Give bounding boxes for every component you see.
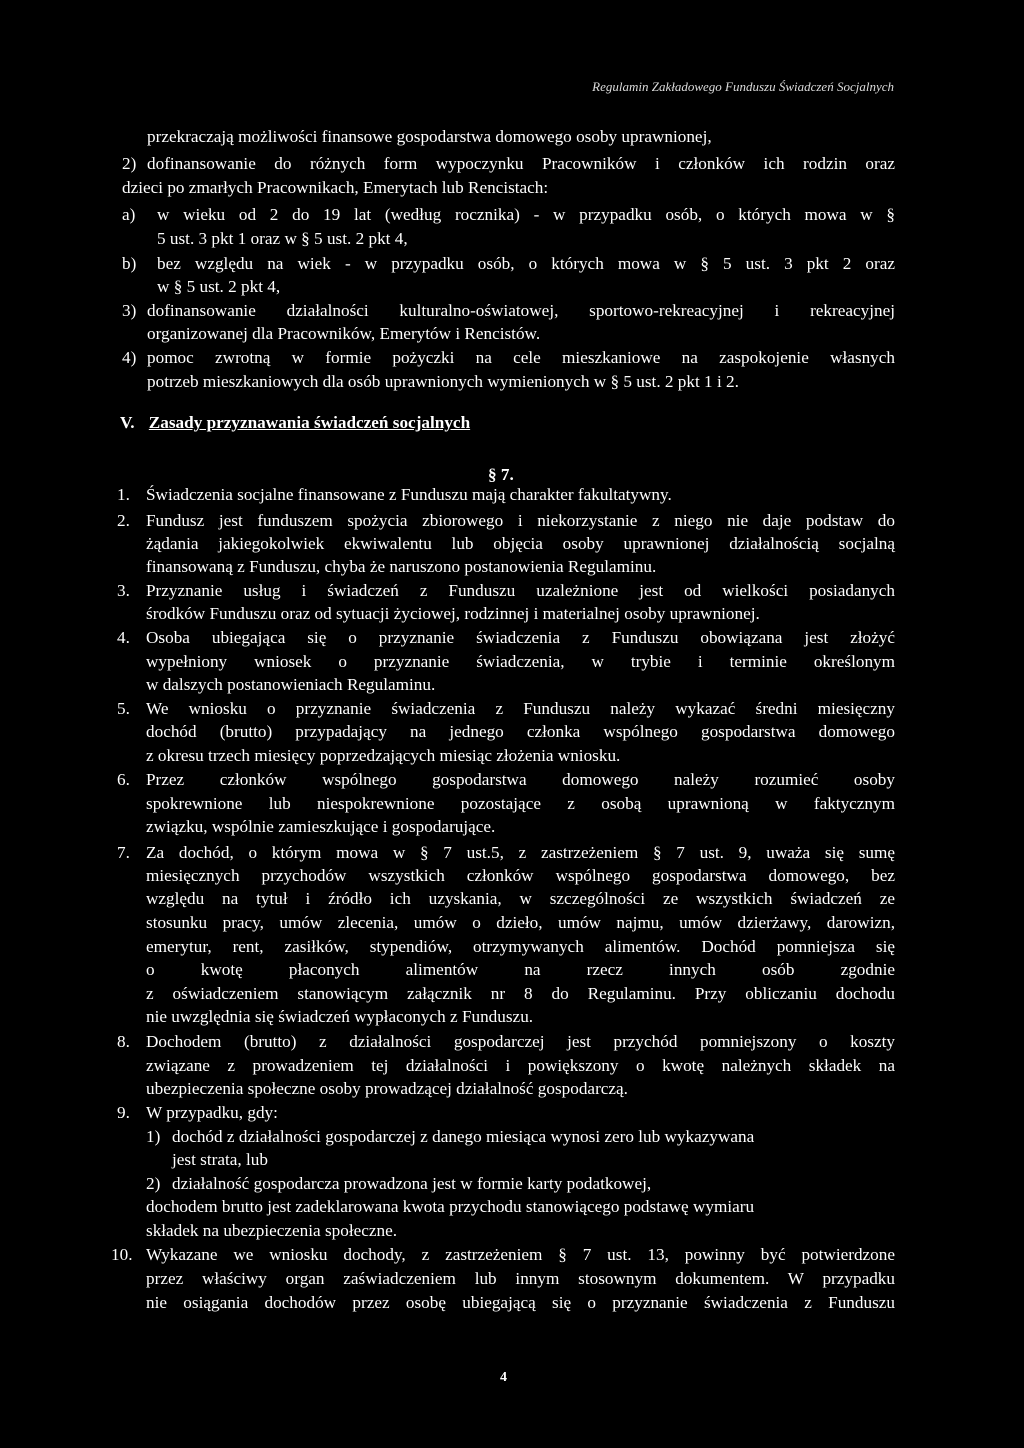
list-number: 3) — [122, 301, 137, 320]
item-number: 10. — [111, 1245, 133, 1264]
text-line: W przypadku, gdy: — [146, 1103, 278, 1122]
text-line: z okresu trzech miesięcy poprzedzających miesiąc złożenia wniosku. — [146, 746, 621, 765]
text-line: składek na ubezpieczenia społeczne. — [146, 1221, 397, 1240]
text-line: związku, wspólnie zamieszkujące i gospodarujące. — [146, 817, 496, 836]
text-line: dofinansowanie do różnych form wypoczynku Pracowników i członków ich rodzin oraz — [147, 154, 895, 173]
text-line: w § 5 ust. 2 pkt 4, — [157, 277, 281, 296]
text-line: środków Funduszu oraz od sytuacji życiowej, rodzinnej i materialnej osoby uprawnionej. — [146, 604, 760, 623]
text-line: w dalszych postanowieniach Regulaminu. — [146, 675, 436, 694]
section-heading — [120, 413, 470, 433]
list-number: 2) — [122, 154, 137, 173]
text-line: dochodem brutto jest zadeklarowana kwota przychodu stanowiącego podstawę wymiaru — [146, 1197, 755, 1216]
item-number: 8. — [117, 1032, 130, 1051]
sub-item-number: 2) — [146, 1174, 161, 1193]
text-line: Dochodem (brutto) z działalności gospodarczej jest przychód pomniejszony o koszty — [146, 1032, 895, 1051]
text-line: żądania jakiegokolwiek ekwiwalentu lub objęcia osoby uprawnionej działalnością socjalną — [146, 534, 895, 553]
text-line: nie uwzględnia się świadczeń wypłaconych z Funduszu. — [146, 1007, 534, 1026]
list-letter: b) — [122, 254, 137, 273]
text-line: stosunku pracy, umów zlecenia, umów o dzieło, umów najmu, umów dzierżawy, darowizn, — [146, 913, 895, 932]
item-number: 9. — [117, 1103, 130, 1122]
paragraph-symbol: § 7. — [488, 465, 514, 484]
text-line: Osoba ubiegająca się o przyznanie świadczenia z Funduszu obowiązana jest złożyć — [146, 628, 895, 647]
text-line: finansowaną z Funduszu, chyba że naruszono postanowienia Regulaminu. — [146, 557, 657, 576]
text-line: bez względu na wiek - w przypadku osób, o których mowa w § 5 ust. 3 pkt 2 oraz — [157, 254, 895, 273]
page-number: 4 — [500, 1370, 507, 1385]
text-line: ubezpieczenia społeczne osoby prowadzącej działalność gospodarczą. — [146, 1079, 628, 1098]
text-line: Za dochód, o którym mowa w § 7 ust.5, z zastrzeżeniem § 7 ust. 9, uważa się sumę — [146, 843, 895, 862]
text-line: 5 ust. 3 pkt 1 oraz w § 5 ust. 2 pkt 4, — [157, 229, 408, 248]
text-line: dochód (brutto) przypadający na jednego członka wspólnego gospodarstwa domowego — [146, 722, 895, 741]
item-number: 6. — [117, 770, 130, 789]
text-line: działalność gospodarcza prowadzona jest w formie karty podatkowej, — [172, 1174, 652, 1193]
text-line: We wniosku o przyznanie świadczenia z Funduszu należy wykazać średni miesięczny — [146, 699, 895, 718]
text-line: nie osiągania dochodów przez osobę ubiegającą się o przyznanie świadczenia z Funduszu — [146, 1293, 895, 1312]
text-line: dzieci po zmarłych Pracownikach, Emerytach lub Rencistach: — [122, 178, 549, 197]
section-title: Zasady przyznawania świadczeń socjalnych — [148, 413, 471, 432]
text-line: emerytur, rent, zasiłków, stypendiów, otrzymywanych alimentów. Dochód pomniejsza się — [146, 937, 895, 956]
list-letter: a) — [122, 205, 136, 224]
text-line: związane z prowadzeniem tej działalności i powiększony o kwotę należnych składek na — [146, 1056, 895, 1075]
text-line: o kwotę płaconych alimentów na rzecz innych osób zgodnie — [146, 960, 895, 979]
text-line: dofinansowanie działalności kulturalno-oświatowej, sportowo-rekreacyjnej i rekreacyjnej — [147, 301, 895, 320]
text-line: wypełniony wniosek o przyznanie świadczenia, w trybie i terminie określonym — [146, 652, 895, 671]
text-line: pomoc zwrotną w formie pożyczki na cele mieszkaniowe na zaspokojenie własnych — [147, 348, 895, 367]
text-line: Świadczenia socjalne finansowane z Funduszu mają charakter fakultatywny. — [146, 485, 672, 504]
sub-item-number: 1) — [146, 1127, 161, 1146]
item-number: 2. — [117, 511, 130, 530]
text-line: przez właściwy organ zaświadczeniem lub innym stosownym dokumentem. W przypadku — [146, 1269, 895, 1288]
item-number: 7. — [117, 843, 130, 862]
text-line: Przez członków wspólnego gospodarstwa domowego należy rozumieć osoby — [146, 770, 895, 789]
item-number: 3. — [117, 581, 130, 600]
text-line: miesięcznych przychodów wszystkich członków wspólnego gospodarstwa domowego, bez — [146, 866, 895, 885]
running-header: Regulamin Zakładowego Funduszu Świadczeń Socjalnych — [592, 79, 894, 94]
text-line: potrzeb mieszkaniowych dla osób uprawnionych wymienionych w § 5 ust. 2 pkt 1 i 2. — [147, 372, 739, 391]
text-line: organizowanej dla Pracowników, Emerytów i Rencistów. — [147, 324, 541, 343]
text-line: Wykazane we wniosku dochody, z zastrzeżeniem § 7 ust. 13, powinny być potwierdzone — [146, 1245, 895, 1264]
item-number: 1. — [117, 485, 130, 504]
text-line: Fundusz jest funduszem spożycia zbiorowego i niekorzystanie z niego nie daje podstaw do — [146, 511, 895, 530]
text-line: jest strata, lub — [172, 1150, 268, 1169]
text-line: z oświadczeniem stanowiącym załącznik nr 8 do Regulaminu. Przy obliczaniu dochodu — [146, 984, 895, 1003]
item-number: 4. — [117, 628, 130, 647]
section-number: V. — [120, 413, 135, 432]
text-line: przekraczają możliwości finansowe gospodarstwa domowego osoby uprawnionej, — [147, 127, 712, 146]
text-line: spokrewnione lub niespokrewnione pozostające z osobą uprawnioną w faktycznym — [146, 794, 895, 813]
text-line: w wieku od 2 do 19 lat (według rocznika) - w przypadku osób, o których mowa w § — [157, 205, 895, 224]
text-line: dochód z działalności gospodarczej z danego miesiąca wynosi zero lub wykazywana — [172, 1127, 755, 1146]
item-number: 5. — [117, 699, 130, 718]
text-line: względu na tytuł i źródło ich uzyskania, w szczególności ze wszystkich świadczeń ze — [146, 889, 895, 908]
text-line: Przyznanie usług i świadczeń z Funduszu uzależnione jest od wielkości posiadanych — [146, 581, 895, 600]
list-number: 4) — [122, 348, 137, 367]
